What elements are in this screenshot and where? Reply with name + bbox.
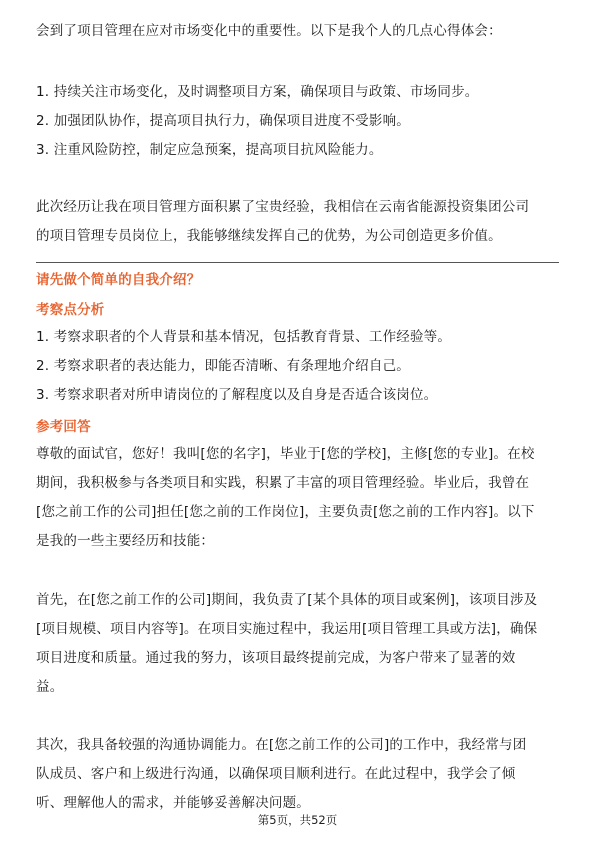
answer-p1-line-4: 是我的一些主要经历和技能： [36, 533, 215, 549]
analysis-points [36, 323, 562, 410]
analysis-heading [36, 296, 562, 325]
answer-paragraph-2 [36, 586, 562, 702]
answer-p3-line-3: 听、理解他人的需求，并能够妥善解决问题。 [36, 795, 310, 811]
conclusion-paragraph [36, 193, 562, 251]
analysis-heading-text: 考察点分析 [36, 302, 105, 318]
answer-p1-line-3: [您之前工作的公司]担任[您之前的工作岗位]，主要负责[您之前的工作内容]。以下 [36, 504, 535, 520]
answer-heading-text: 参考回答 [36, 419, 91, 435]
answer-p1-line-2: 期间，我积极参与各类项目和实践，积累了丰富的项目管理经验。毕业后，我曾在 [36, 475, 530, 491]
answer-paragraph-1 [36, 440, 562, 556]
conclusion-line-1: 此次经历让我在项目管理方面积累了宝贵经验，我相信在云南省能源投资集团公司 [36, 199, 530, 215]
insight-item-3: 3. 注重风险防控，制定应急预案，提高项目抗风险能力。 [36, 142, 383, 158]
analysis-point-1: 1. 考察求职者的个人背景和基本情况，包括教育背景、工作经验等。 [36, 329, 452, 345]
analysis-point-2: 2. 考察求职者的表达能力，即能否清晰、有条理地介绍自己。 [36, 358, 410, 374]
answer-heading [36, 413, 562, 442]
answer-p2-line-1: 首先，在[您之前工作的公司]期间，我负责了[某个具体的项目或案例]，该项目涉及 [36, 592, 538, 608]
page-number: 第5页，共52页 [257, 813, 338, 827]
answer-paragraph-3 [36, 731, 562, 818]
answer-p3-line-1: 其次，我具备较强的沟通协调能力。在[您之前工作的公司]的工作中，我经常与团 [36, 737, 527, 753]
analysis-point-3: 3. 考察求职者对所申请岗位的了解程度以及自身是否适合该岗位。 [36, 387, 438, 403]
answer-p2-line-3: 项目进度和质量。通过我的努力，该项目最终提前完成，为客户带来了显著的效 [36, 650, 516, 666]
answer-p3-line-2: 队成员、客户和上级进行沟通，以确保项目顺利进行。在此过程中，我学会了倾 [36, 766, 516, 782]
answer-p1-line-1: 尊敬的面试官，您好！我叫[您的名字]，毕业于[您的学校]，主修[您的专业]。在校 [36, 446, 535, 462]
answer-p2-line-4: 益。 [36, 679, 64, 695]
conclusion-line-2: 的项目管理专员岗位上，我能够继续发挥自己的优势，为公司创造更多价值。 [36, 228, 502, 244]
question-title-text: 请先做个简单的自我介绍？ [36, 272, 201, 288]
question-title [36, 266, 562, 295]
answer-p2-line-2: [项目规模、项目内容等]。在项目实施过程中，我运用[项目管理工具或方法]，确保 [36, 621, 538, 637]
insights-list [36, 78, 562, 165]
insight-item-2: 2. 加强团队协作，提高项目执行力，确保项目进度不受影响。 [36, 113, 410, 129]
insight-item-1: 1. 持续关注市场变化，及时调整项目方案，确保项目与政策、市场同步。 [36, 84, 479, 100]
intro-paragraph [36, 17, 562, 46]
section-divider [36, 262, 559, 263]
intro-line: 会到了项目管理在应对市场变化中的重要性。以下是我个人的几点心得体会： [36, 23, 502, 39]
